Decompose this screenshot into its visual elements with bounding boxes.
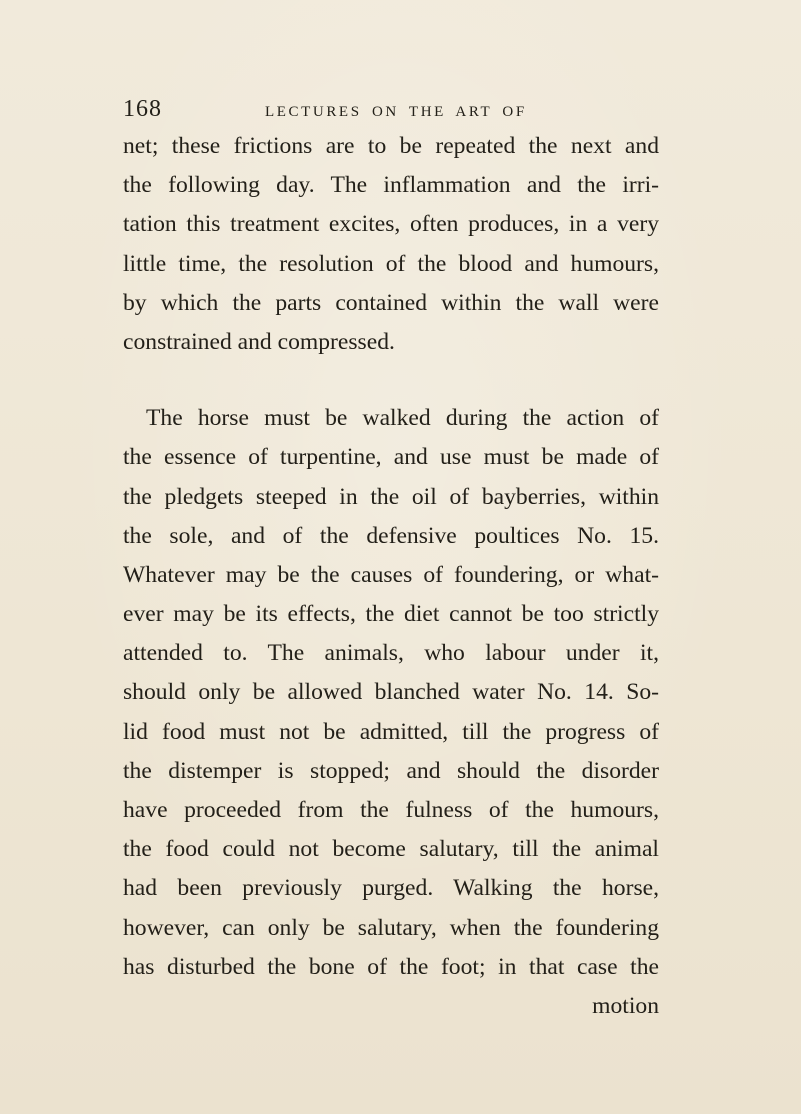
text-line: constrained and compressed. <box>123 328 395 355</box>
text-line: lid food must not be admitted, till the progress of <box>123 718 659 745</box>
text-line: Whatever may be the causes of foundering, or what- <box>123 561 659 588</box>
text-line: by which the parts contained within the wall were <box>123 289 659 316</box>
text-line: the distemper is stopped; and should the disorder <box>123 757 659 784</box>
text-line: have proceeded from the fulness of the humours, <box>123 797 659 823</box>
running-title: LECTURES ON THE ART OF <box>265 104 527 120</box>
page-number: 168 <box>123 96 162 122</box>
text-line: however, can only be salutary, when the foundering <box>123 914 659 941</box>
text-line: had been previously purged. Walking the horse, <box>123 875 659 902</box>
text-line: the following day. The inflammation and the irri- <box>123 172 659 199</box>
paragraph-2 <box>123 399 659 987</box>
text-line: net; these frictions are to be repeated the next and <box>123 133 659 159</box>
running-head <box>123 96 663 126</box>
text-line: should only be allowed blanched water No. 14. So- <box>123 679 659 706</box>
text-line: The horse must be walked during the action of <box>146 405 659 432</box>
text-line: the food could not become salutary, till the animal <box>123 836 659 863</box>
paragraph-gap <box>123 362 659 399</box>
text-line: tation this treatment excites, often produces, in a very <box>123 211 659 238</box>
text-line: the pledgets steeped in the oil of bayberries, within <box>123 483 659 510</box>
text-line: has disturbed the bone of the foot; in that case the <box>123 953 659 980</box>
body-text <box>123 127 659 1026</box>
text-line: little time, the resolution of the blood and humours, <box>123 250 659 277</box>
paragraph-1 <box>123 127 659 362</box>
text-line: attended to. The animals, who labour under it, <box>123 640 659 667</box>
catchword: motion <box>592 992 659 1019</box>
text-line: ever may be its effects, the diet cannot be too strictly <box>123 601 659 628</box>
text-line: the sole, and of the defensive poultices No. 15. <box>123 522 659 549</box>
text-line: the essence of turpentine, and use must be made of <box>123 444 659 471</box>
